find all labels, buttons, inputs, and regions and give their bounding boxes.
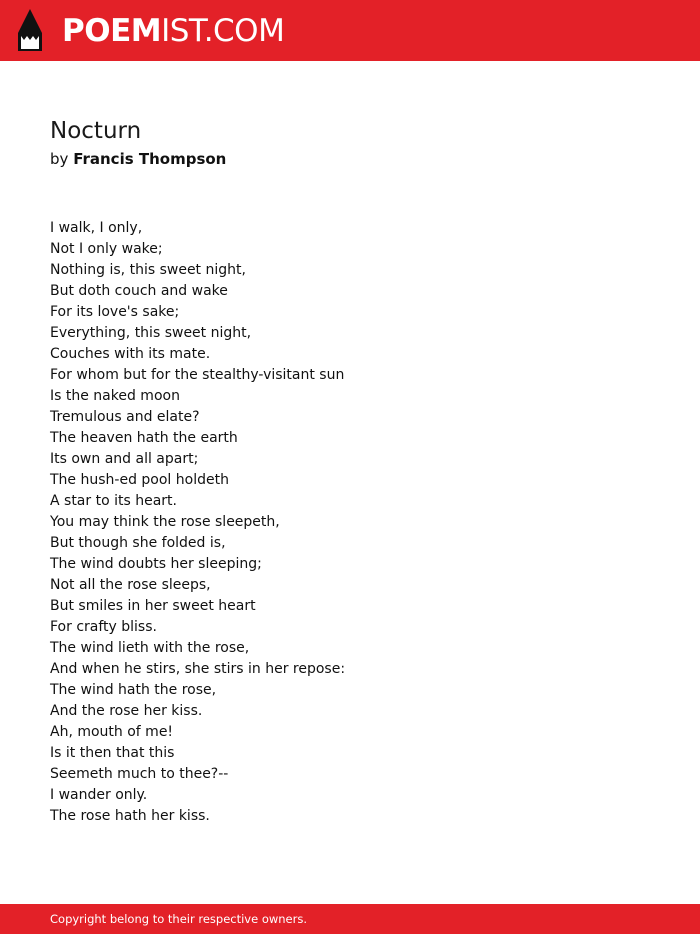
- footer-bar: [0, 904, 700, 934]
- poem-line: Its own and all apart;: [50, 451, 199, 467]
- pencil-tip-icon: [18, 9, 42, 51]
- poem-line: I wander only.: [50, 787, 148, 803]
- logo-light-text: IST.COM: [161, 13, 285, 49]
- poem-line: Everything, this sweet night,: [50, 325, 252, 341]
- poem-line: The rose hath her kiss.: [50, 808, 210, 824]
- poem-body: [50, 218, 345, 827]
- poem-line: But doth couch and wake: [50, 283, 228, 299]
- poem-line: You may think the rose sleepeth,: [50, 514, 280, 530]
- poem-line: The wind doubts her sleeping;: [50, 556, 262, 572]
- site-logo[interactable]: [62, 11, 284, 51]
- poem-line: And the rose her kiss.: [50, 703, 203, 719]
- poem-line: But smiles in her sweet heart: [50, 598, 256, 614]
- author-name: Francis Thompson: [73, 150, 227, 168]
- poem-line: Ah, mouth of me!: [50, 724, 174, 740]
- poem-line: Is it then that this: [50, 745, 175, 761]
- poem-line: For its love's sake;: [50, 304, 180, 320]
- poem-line: For whom but for the stealthy-visitant sun: [50, 367, 345, 383]
- poem-line: But though she folded is,: [50, 535, 226, 551]
- poem-line: Not all the rose sleeps,: [50, 577, 211, 593]
- by-prefix: by: [50, 150, 69, 168]
- poem-line: And when he stirs, she stirs in her repose:: [50, 661, 346, 677]
- poem-line: The heaven hath the earth: [50, 430, 238, 446]
- poem-line: Couches with its mate.: [50, 346, 211, 362]
- logo-bold-text: POEM: [62, 13, 162, 49]
- poem-line: I walk, I only,: [50, 220, 143, 236]
- poem-line: For crafty bliss.: [50, 619, 157, 635]
- poem-line: Is the naked moon: [50, 388, 180, 404]
- poem-line: The wind lieth with the rose,: [50, 640, 250, 656]
- header-bar: [0, 0, 700, 61]
- poem-line: Nothing is, this sweet night,: [50, 262, 246, 278]
- poem-line: Tremulous and elate?: [50, 409, 200, 425]
- copyright-text: Copyright belong to their respective owners.: [50, 912, 308, 926]
- poem-title: Nocturn: [50, 118, 142, 144]
- poem-line: A star to its heart.: [50, 493, 177, 509]
- poem-line: The wind hath the rose,: [50, 682, 217, 698]
- poem-line: Seemeth much to thee?--: [50, 766, 229, 782]
- poem-line: The hush-ed pool holdeth: [50, 472, 229, 488]
- byline: [50, 148, 226, 170]
- poem-line: Not I only wake;: [50, 241, 163, 257]
